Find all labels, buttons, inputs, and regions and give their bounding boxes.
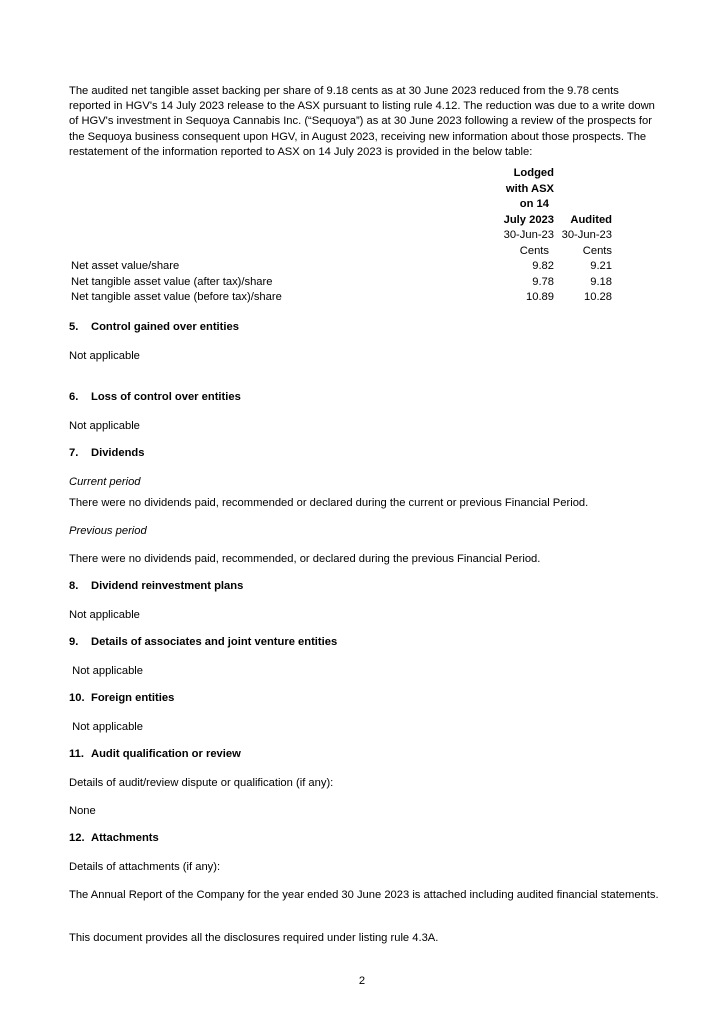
row-audited-value: 9.18 — [590, 275, 612, 288]
section-number: 11. — [69, 748, 84, 760]
section-9-heading — [69, 636, 337, 648]
previous-period-body: There were no dividends paid, recommended, or declared during the previous Financial Period. — [69, 553, 541, 565]
section-8-body: Not applicable — [69, 609, 140, 621]
section-title: Foreign entities — [91, 692, 175, 704]
current-period-label: Current period — [69, 476, 141, 488]
section-title: Dividends — [91, 447, 145, 459]
current-period-body: There were no dividends paid, recommended or declared during the current or previous Financial Period. — [69, 497, 589, 509]
table-row — [71, 275, 621, 291]
section-6-heading — [69, 391, 241, 403]
section-number: 9. — [69, 636, 79, 648]
section-title: Audit qualification or review — [91, 748, 241, 760]
page-number: 2 — [358, 975, 366, 987]
row-audited-value: 10.28 — [584, 291, 612, 303]
previous-period-label: Previous period — [69, 525, 147, 537]
lodged-header-line-3: on 14 — [519, 198, 549, 210]
section-12-heading — [69, 832, 159, 844]
section-number: 8. — [69, 580, 79, 592]
section-11-body-none: None — [69, 805, 96, 817]
section-title: Attachments — [91, 832, 159, 844]
section-10-heading — [69, 692, 174, 704]
section-number: 12. — [69, 832, 85, 844]
lodged-header-line-2: with ASX — [505, 182, 554, 195]
section-number: 6. — [69, 391, 79, 403]
lodged-unit: Cents — [519, 244, 549, 257]
section-12-body-annual-report: The Annual Report of the Company for the year ended 30 June 2023 is attached including audited financial statements. — [69, 889, 659, 901]
section-9-body: Not applicable — [69, 665, 144, 677]
table-row — [71, 259, 621, 275]
section-12-body-details: Details of attachments (if any): — [69, 861, 221, 873]
section-12-body-disclosures: This document provides all the disclosures required under listing rule 4.3A. — [69, 932, 439, 944]
section-8-heading — [69, 580, 243, 592]
section-number: 10. — [69, 692, 85, 704]
section-title: Loss of control over entities — [91, 391, 241, 403]
row-lodged-value: 9.78 — [532, 275, 554, 288]
row-audited-value: 9.21 — [590, 260, 612, 272]
row-lodged-value: 9.82 — [532, 260, 554, 272]
section-11-body-details: Details of audit/review dispute or qualification (if any): — [69, 777, 334, 789]
section-10-body: Not applicable — [69, 721, 144, 733]
lodged-col-header: July 2023 — [503, 213, 554, 226]
row-lodged-value: 10.89 — [526, 291, 554, 303]
lodged-header-line-1: Lodged — [513, 167, 554, 179]
audited-col-header: Audited — [570, 213, 612, 226]
row-label: Net tangible asset value (after tax)/share — [71, 275, 273, 288]
row-label: Net asset value/share — [71, 260, 180, 272]
audited-unit: Cents — [582, 244, 612, 257]
section-title: Details of associates and joint venture entities — [91, 636, 338, 648]
audited-date: 30-Jun-23 — [561, 229, 612, 241]
section-5-heading — [69, 321, 239, 333]
section-title: Dividend reinvestment plans — [91, 580, 244, 592]
section-7-heading — [69, 447, 144, 459]
section-11-heading — [69, 748, 241, 760]
section-5-body: Not applicable — [69, 350, 140, 362]
section-title: Control gained over entities — [91, 321, 239, 333]
lodged-date: 30-Jun-23 — [503, 229, 554, 241]
section-number: 5. — [69, 321, 79, 333]
section-6-body: Not applicable — [69, 420, 140, 432]
table-row — [71, 290, 621, 306]
nav-restatement-table — [71, 166, 621, 306]
row-label: Net tangible asset value (before tax)/share — [71, 291, 282, 303]
intro-paragraph: The audited net tangible asset backing per share of 9.18 cents as at 30 June 2023 reduced from the 9.78 cents reported in HGV's 14 July 2023 release to the ASX pursuant to listing rule 4.12. The reduction was due to a write down of HGV's investment in Sequoya Cannabis Inc. (“Sequoya”) as at 30 June 2023 following a review of the prospects for the Sequoya business consequent upon HGV, in August 2023, receiving new information about those prospects. The restatement of the information reported to ASX on 14 July 2023 is provided in the below table: — [69, 85, 655, 158]
section-number: 7. — [69, 447, 79, 459]
